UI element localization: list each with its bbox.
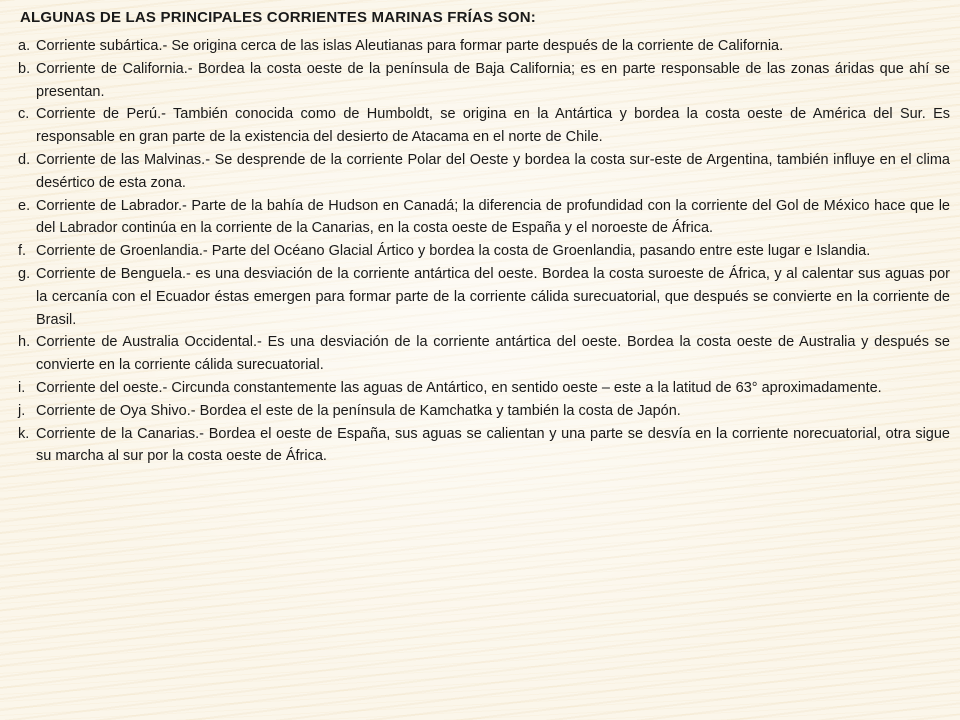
list-marker: j. <box>18 402 26 419</box>
list-item-text: Corriente de Australia Occidental.- Es una desviación de la corriente antártica del oeste. Bordea la costa oeste de Australia y después se convierte en la corriente cálida surecuatorial. <box>36 334 950 374</box>
list-item <box>18 58 950 104</box>
list-marker: i. <box>18 379 26 396</box>
list-item-text: Corriente de Oya Shivo.- Bordea el este de la península de Kamchatka y también la costa de Japón. <box>36 402 681 419</box>
list-item <box>18 263 950 331</box>
list-item <box>18 423 950 469</box>
list-marker: k. <box>18 425 30 442</box>
slide-title: ALGUNAS DE LAS PRINCIPALES CORRIENTES MARINAS FRÍAS SON: <box>20 9 536 26</box>
list-marker: b. <box>18 60 31 77</box>
list-item <box>18 149 950 195</box>
list-item-text: Corriente de Groenlandia.- Parte del Océano Glacial Ártico y bordea la costa de Groenlandia, pasando entre este lugar e Islandia. <box>36 243 871 260</box>
list-item-text: Corriente de la Canarias.- Bordea el oeste de España, sus aguas se calientan y una parte se desvía en la corriente norecuatorial, otra sigue su marcha al sur por la costa oeste de África. <box>36 425 950 465</box>
list-item <box>18 195 950 241</box>
list-item-text: Corriente de las Malvinas.- Se desprende de la corriente Polar del Oeste y bordea la costa sur-este de Argentina, también influye en el clima desértico de esta zona. <box>36 151 950 191</box>
currents-list <box>18 35 950 468</box>
list-item <box>18 377 950 400</box>
list-marker: f. <box>18 243 27 260</box>
list-marker: h. <box>18 334 31 351</box>
list-item <box>18 103 950 149</box>
list-item-text: Corriente de Benguela.- es una desviación de la corriente antártica del oeste. Bordea la costa suroeste de África, y al calentar sus aguas por la cercanía con el Ecuador éstas emergen para formar parte de la corriente cálida surecuatorial, que después se convierte en la corriente de Brasil. <box>36 265 950 328</box>
list-item-text: Corriente del oeste.- Circunda constantemente las aguas de Antártico, en sentido oeste – este a la latitud de 63° aproximadamente. <box>36 379 882 396</box>
list-marker: a. <box>18 38 31 54</box>
list-item <box>18 331 950 377</box>
list-marker: e. <box>18 197 31 214</box>
list-item-text: Corriente de Labrador.- Parte de la bahía de Hudson en Canadá; la diferencia de profundidad con la corriente del Gol de México hace que le del Labrador continúa en la corriente de la Canarias, en la costa oeste de España y el noroeste de África. <box>36 197 950 237</box>
list-marker: g. <box>18 265 31 282</box>
list-item-text: Corriente de California.- Bordea la costa oeste de la península de Baja California; es en parte responsable de las zonas áridas que ahí se presentan. <box>36 60 950 100</box>
list-marker: d. <box>18 151 31 168</box>
list-item-text: Corriente subártica.- Se origina cerca de las islas Aleutianas para formar parte después de la corriente de California. <box>36 38 784 54</box>
list-marker: c. <box>18 106 30 123</box>
list-item <box>18 400 950 423</box>
list-item <box>18 240 950 263</box>
list-item-text: Corriente de Perú.- También conocida como de Humboldt, se origina en la Antártica y bordea la costa oeste de América del Sur. Es responsable en gran parte de la existencia del desierto de Atacama en el norte de Chile. <box>36 106 950 146</box>
list-item <box>18 35 950 58</box>
